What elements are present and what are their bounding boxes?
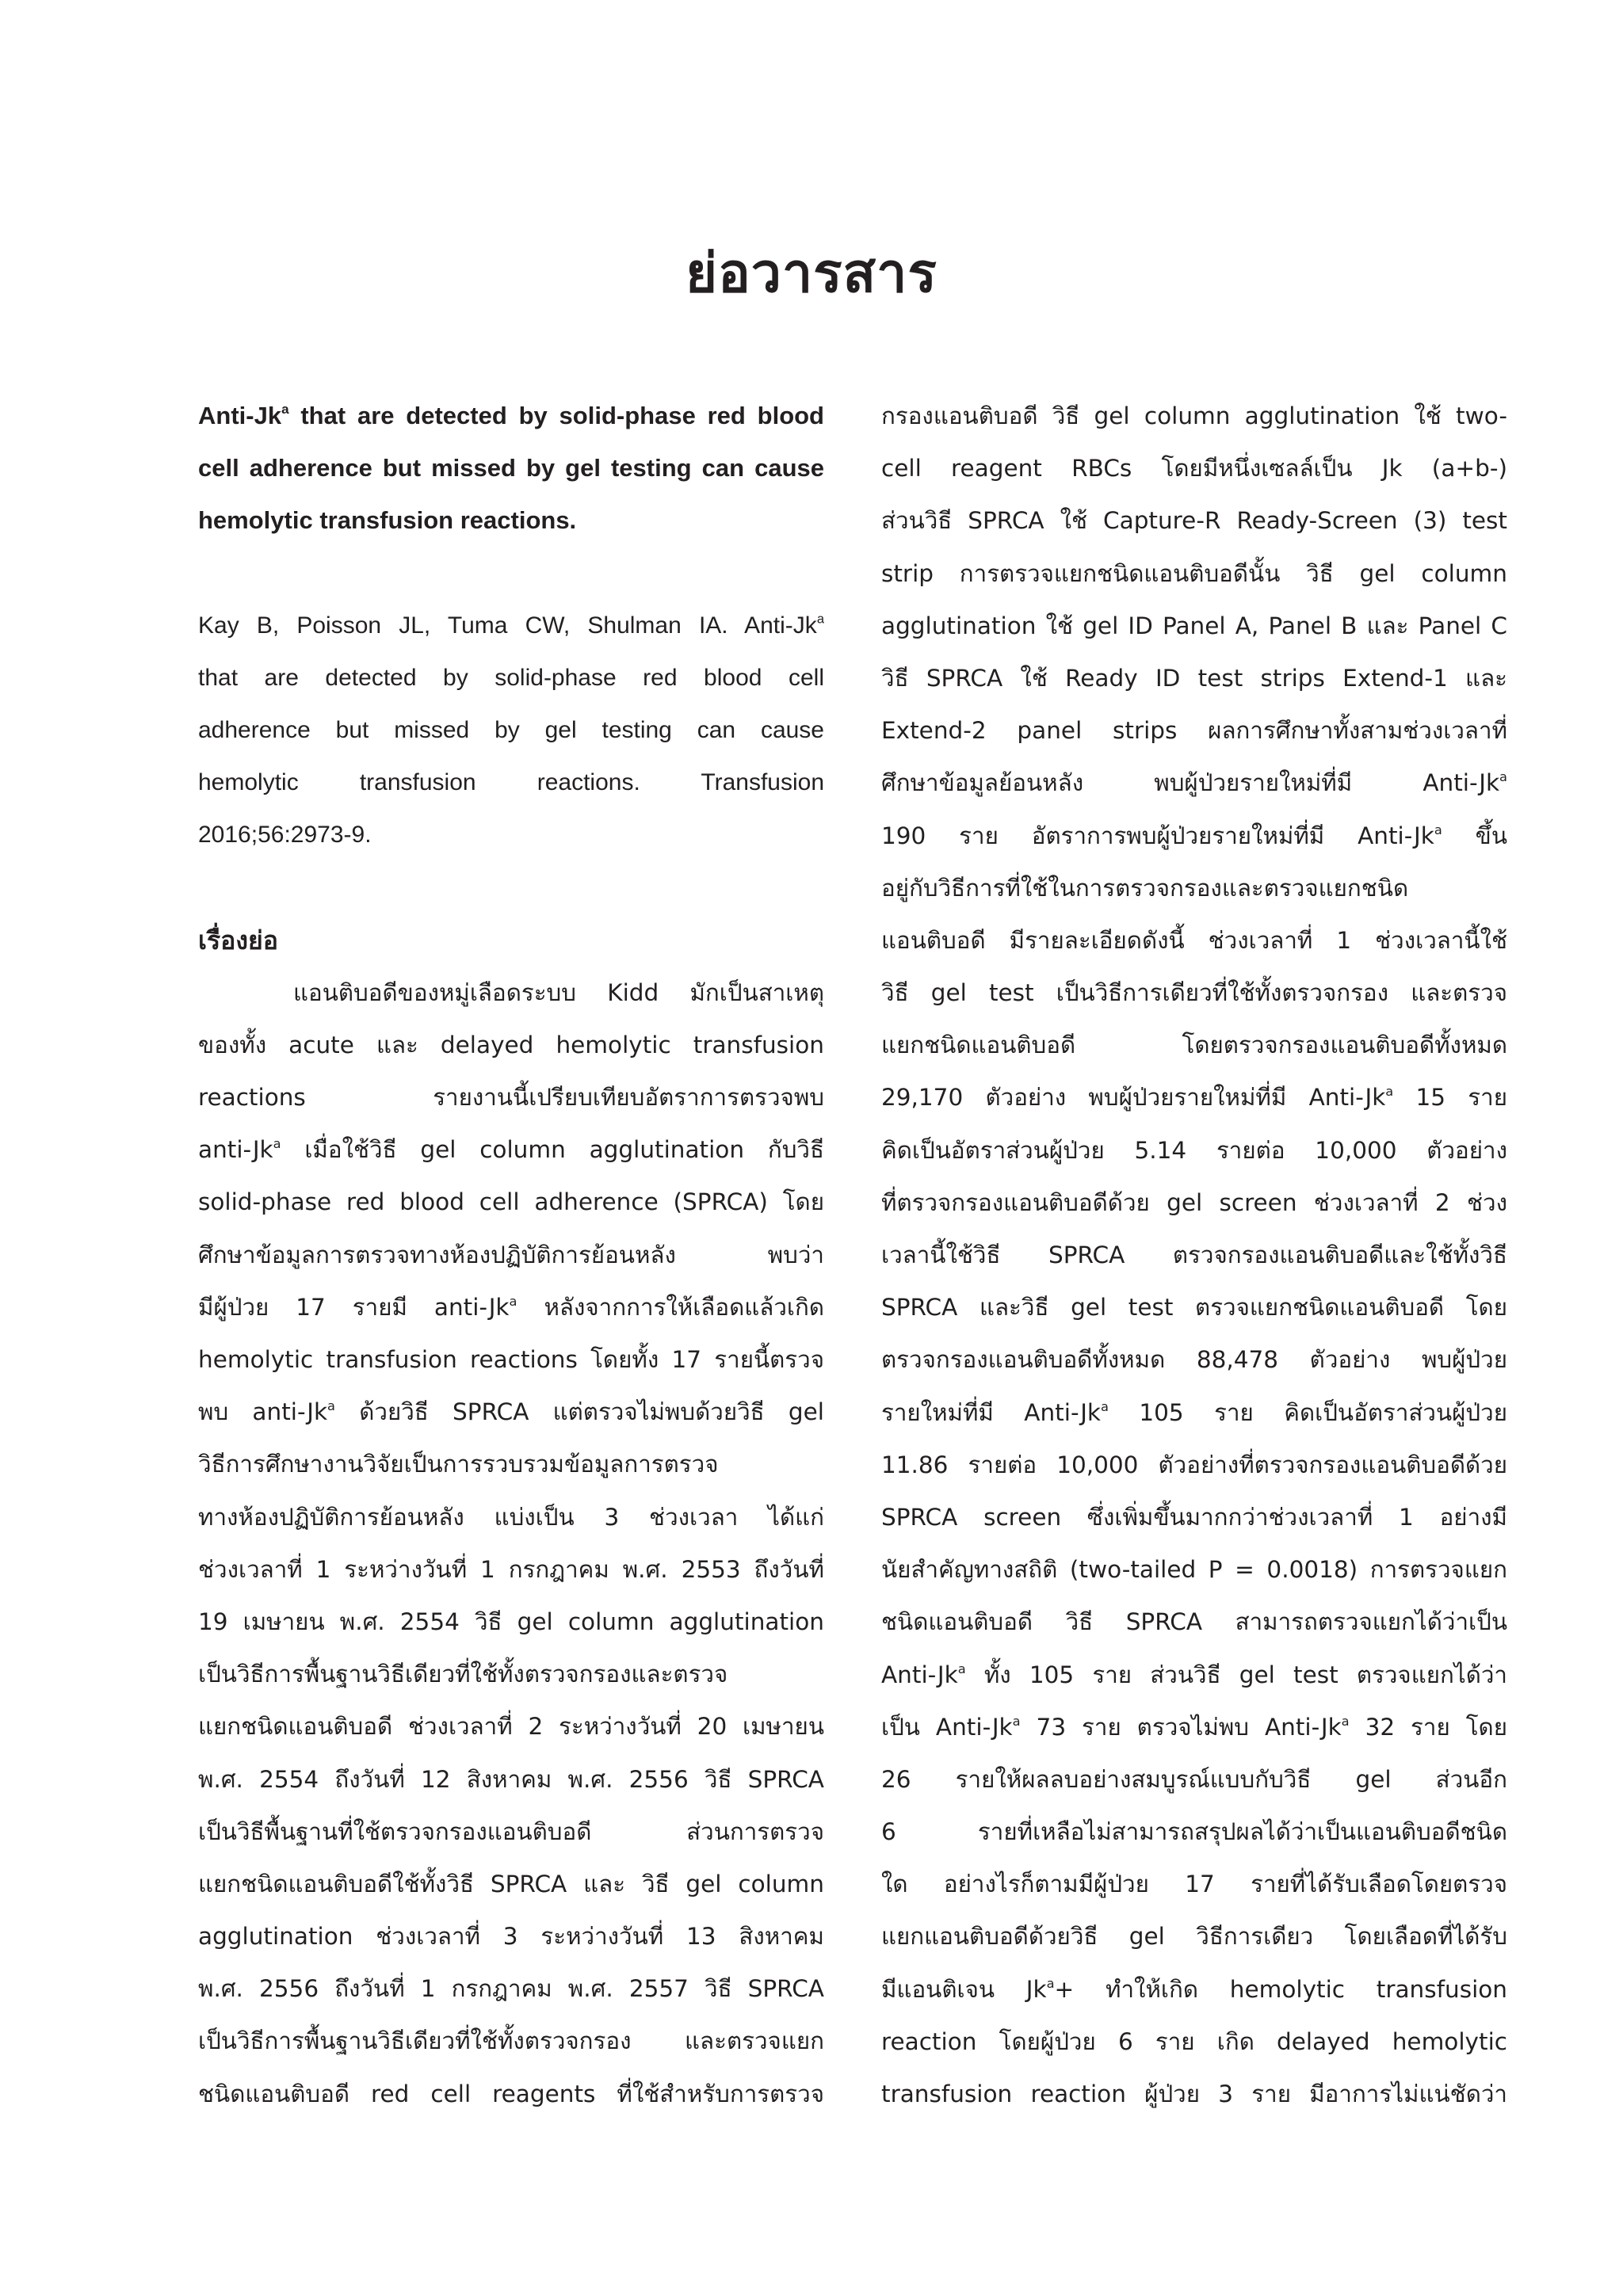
text-run: 15 ราย [1393, 1084, 1507, 1112]
text-run: กรองแอนติบอดี วิธี gel column agglutination ใช้ two- [881, 402, 1507, 429]
text-run: ทางห้องปฏิบัติการย้อนหลัง แบ่งเป็น 3 ช่วงเวลา ได้แก่ [198, 1503, 824, 1531]
text-run: เป็น Anti-Jk [881, 1713, 1013, 1741]
right-column [881, 390, 1507, 2120]
text-run: ของทั้ง acute และ delayed hemolytic transfusion [198, 1031, 824, 1058]
text-run: solid-phase red blood cell adherence (SPRCA) โดย [198, 1188, 824, 1216]
body-line [198, 1438, 824, 1490]
text-run: agglutination ใช้ gel ID Panel A, Panel B และ Panel C [881, 612, 1507, 639]
text-run: Extend-2 panel strips ผลการศึกษาทั้งสามช่วงเวลาที่ [881, 717, 1507, 745]
text-run: 26 รายให้ผลลบอย่างสมบูรณ์แบบกับวิธี gel ส่วนอีก [881, 1765, 1507, 1793]
body-line [881, 390, 1507, 442]
body-line [198, 2015, 824, 2067]
text-run: cell adherence but missed by gel testing can cause [198, 454, 824, 482]
text-run: คิดเป็นอัตราส่วนผู้ป่วย 5.14 รายต่อ 10,000 ตัวอย่าง [881, 1136, 1507, 1164]
citation-line [198, 757, 824, 809]
article-title-line [198, 442, 824, 494]
body-line [881, 914, 1507, 967]
article-title-line [198, 390, 824, 442]
body-line [198, 2068, 824, 2120]
text-run: มีผู้ป่วย 17 รายมี anti-Jk [198, 1293, 510, 1321]
text-run: hemolytic transfusion reactions. Transfusion [198, 769, 824, 796]
superscript: a [1434, 822, 1442, 837]
text-run: มีแอนติเจน Jk [881, 1975, 1047, 2003]
body-line [198, 1753, 824, 1806]
text-run: เป็นวิธีการพื้นฐานวิธีเดียวที่ใช้ทั้งตรวจกรอง และตรวจแยก [198, 2027, 824, 2055]
body-line [881, 1753, 1507, 1806]
text-run: that are detected by solid-phase red blood cell [198, 664, 824, 691]
body-line [881, 1333, 1507, 1386]
body-line [198, 1700, 824, 1753]
text-run: 190 ราย อัตราการพบผู้ป่วยรายใหม่ที่มี Anti-Jk [881, 822, 1434, 849]
page-title: ย่อวารสาร [685, 242, 938, 305]
body-line [198, 1333, 824, 1386]
text-run: ชนิดแอนติบอดี red cell reagents ที่ใช้สำหรับการตรวจ [198, 2080, 824, 2107]
citation-line [198, 600, 824, 652]
text-run: อยู่กับวิธีการที่ใช้ในการตรวจกรองและตรวจแยกชนิด [881, 874, 1409, 902]
spacer [198, 547, 824, 600]
text-run: transfusion reaction ผู้ป่วย 3 ราย มีอาการไม่แน่ชัดว่า [881, 2081, 1507, 2107]
body-line [881, 2016, 1507, 2068]
superscript: a [1499, 769, 1507, 785]
text-run: แยกแอนติบอดีด้วยวิธี gel วิธีการเดียว โดยเลือดที่ได้รับ [881, 1923, 1507, 1951]
right-body-text [881, 390, 1507, 2120]
text-run: 6 รายที่เหลือไม่สามารถสรุปผลได้ว่าเป็นแอนติบอดีชนิด [881, 1818, 1507, 1846]
text-run: SPRCA และวิธี gel test ตรวจแยกชนิดแอนติบอดี โดย [881, 1294, 1507, 1322]
citation [198, 600, 824, 862]
body-line [881, 1124, 1507, 1177]
body-line [881, 600, 1507, 652]
text-run: ส่วนวิธี SPRCA ใช้ Capture-R Ready-Screen (3) test [881, 507, 1507, 535]
body-line [881, 494, 1507, 547]
text-run: รายใหม่ที่มี Anti-Jk [881, 1398, 1102, 1426]
body-line [198, 1123, 824, 1176]
text-run: hemolytic transfusion reactions โดยทั้ง 17 รายนี้ตรวจ [198, 1346, 824, 1373]
text-run: ตรวจกรองแอนติบอดีทั้งหมด 88,478 ตัวอย่าง พบผู้ป่วย [881, 1346, 1507, 1374]
body-line [881, 442, 1507, 494]
body-line [881, 704, 1507, 757]
article-title-line [198, 494, 824, 547]
superscript: a [1012, 1713, 1021, 1729]
text-run: ทั้ง 105 ราย ส่วนวิธี gel test ตรวจแยกได้ว่า [965, 1661, 1507, 1688]
text-run: แยกชนิดแอนติบอดี ช่วงเวลาที่ 2 ระหว่างวันที่ 20 เมษายน [198, 1713, 824, 1741]
text-run: ศึกษาข้อมูลการตรวจทางห้องปฏิบัติการย้อนหลัง พบว่า [198, 1241, 824, 1268]
text-run: ใด อย่างไรก็ตามมีผู้ป่วย 17 รายที่ได้รับเลือดโดยตรวจ [881, 1871, 1507, 1898]
text-run: ขึ้น [1442, 822, 1507, 849]
text-run: วิธี gel test เป็นวิธีการเดียวที่ใช้ทั้งตรวจกรอง และตรวจ [881, 979, 1507, 1007]
superscript: a [1341, 1713, 1350, 1729]
text-run: Anti-Jk [881, 1661, 958, 1688]
text-run: 11.86 รายต่อ 10,000 ตัวอย่างที่ตรวจกรองแอนติบอดีด้วย [881, 1451, 1507, 1478]
text-run: strip การตรวจแยกชนิดแอนติบอดีนั้น วิธี gel column [881, 559, 1507, 587]
text-run: ช่วงเวลาที่ 1 ระหว่างวันที่ 1 กรกฎาคม พ.ศ. 2553 ถึงวันที่ [198, 1555, 824, 1583]
text-run: แอนติบอดีของหมู่เลือดระบบ Kidd มักเป็นสาเหตุ [293, 978, 824, 1006]
body-line [198, 1543, 824, 1596]
superscript: a [1385, 1084, 1394, 1100]
superscript: a [327, 1398, 335, 1414]
text-run: 32 ราย โดย [1349, 1713, 1507, 1741]
body-line [881, 1910, 1507, 1962]
body-line [881, 1701, 1507, 1753]
body-line [198, 1229, 824, 1281]
body-line [881, 547, 1507, 600]
body-line [881, 1281, 1507, 1333]
body-line [881, 757, 1507, 809]
text-run: เมื่อใช้วิธี gel column agglutination กับวิธี [281, 1136, 824, 1164]
text-run: SPRCA screen ซึ่งเพิ่มขึ้นมากกว่าช่วงเวลาที่ 1 อย่างมี [881, 1503, 1507, 1531]
body-line [881, 1071, 1507, 1123]
body-line [198, 1910, 824, 1962]
superscript: a [1101, 1398, 1109, 1414]
body-line [881, 1439, 1507, 1491]
citation-line [198, 704, 824, 757]
text-run: reaction โดยผู้ป่วย 6 ราย เกิด delayed hemolytic [881, 2027, 1507, 2055]
text-run: พบ anti-Jk [198, 1398, 328, 1426]
body-line [881, 1177, 1507, 1229]
text-run: ด้วยวิธี SPRCA แต่ตรวจไม่พบด้วยวิธี gel [334, 1398, 824, 1426]
body-line [198, 1596, 824, 1648]
text-run: พ.ศ. 2554 ถึงวันที่ 12 สิงหาคม พ.ศ. 2556 วิธี SPRCA [198, 1765, 824, 1793]
text-run: cell reagent RBCs โดยมีหนึ่งเซลล์เป็น Jk (a+b-) [881, 455, 1507, 482]
text-run: พ.ศ. 2556 ถึงวันที่ 1 กรกฎาคม พ.ศ. 2557 วิธี SPRCA [198, 1975, 824, 2003]
body-line [881, 862, 1507, 914]
superscript: a [509, 1293, 517, 1309]
text-run: แยกชนิดแอนติบอดีใช้ทั้งวิธี SPRCA และ วิธี gel column [198, 1870, 824, 1897]
body-line [198, 1386, 824, 1438]
text-run: hemolytic transfusion reactions. [198, 506, 577, 535]
left-body-text [198, 967, 824, 2120]
text-run: reactions รายงานนี้เปรียบเทียบอัตราการตรวจพบ [198, 1084, 824, 1112]
text-run: Anti-Jk [198, 402, 282, 429]
text-run: ชนิดแอนติบอดี วิธี SPRCA สามารถตรวจแยกได้ว่าเป็น [881, 1608, 1507, 1636]
text-run: วิธีการศึกษางานวิจัยเป็นการรวบรวมข้อมูลการตรวจ [198, 1451, 719, 1478]
body-line [198, 1858, 824, 1910]
text-run: เวลานี้ใช้วิธี SPRCA ตรวจกรองแอนติบอดีและใช้ทั้งวิธี [881, 1241, 1507, 1268]
body-line [881, 1386, 1507, 1439]
text-run: 29,170 ตัวอย่าง พบผู้ป่วยรายใหม่ที่มี Anti-Jk [881, 1084, 1386, 1112]
text-run: Kay B, Poisson JL, Tuma CW, Shulman IA. Anti-Jk [198, 612, 817, 639]
text-run: แอนติบอดี มีรายละเอียดดังนี้ ช่วงเวลาที่ 1 ช่วงเวลานี้ใช้ [881, 926, 1507, 954]
left-column [198, 390, 824, 2120]
body-line [198, 1281, 824, 1333]
text-run: เป็นวิธีการพื้นฐานวิธีเดียวที่ใช้ทั้งตรวจกรองและตรวจ [198, 1661, 728, 1688]
text-run: 19 เมษายน พ.ศ. 2554 วิธี gel column agglutination [198, 1608, 824, 1635]
body-line [881, 1543, 1507, 1596]
body-line [198, 1962, 824, 2015]
body-line [198, 1071, 824, 1123]
citation-line [198, 809, 824, 861]
text-run: anti-Jk [198, 1136, 273, 1164]
text-run: ศึกษาข้อมูลย้อนหลัง พบผู้ป่วยรายใหม่ที่มี Anti-Jk [881, 769, 1500, 797]
body-line [198, 1648, 824, 1700]
body-line [881, 810, 1507, 862]
superscript: a [957, 1661, 966, 1676]
text-run: วิธี SPRCA ใช้ Ready ID test strips Extend-1 และ [881, 664, 1507, 692]
superscript: a [1046, 1975, 1055, 1991]
text-run: เป็นวิธีพื้นฐานที่ใช้ตรวจกรองแอนติบอดี ส่วนการตรวจ [198, 1817, 824, 1845]
body-line [198, 1491, 824, 1543]
body-line [881, 2068, 1507, 2120]
text-run: adherence but missed by gel testing can cause [198, 716, 824, 743]
body-line [881, 1229, 1507, 1281]
body-line [881, 1491, 1507, 1543]
body-line [881, 1596, 1507, 1648]
text-run: + ทำให้เกิด hemolytic transfusion [1054, 1975, 1507, 2003]
body-line [198, 1176, 824, 1228]
text-run: 105 ราย คิดเป็นอัตราส่วนผู้ป่วย [1108, 1398, 1507, 1426]
body-line [881, 1963, 1507, 2016]
superscript: a [816, 612, 824, 627]
body-line [881, 1806, 1507, 1858]
text-run: that are detected by solid-phase red blood [288, 402, 824, 429]
superscript: a [281, 402, 289, 418]
body-line [881, 1858, 1507, 1910]
superscript: a [273, 1136, 281, 1152]
text-run: แยกชนิดแอนติบอดี โดยตรวจกรองแอนติบอดีทั้งหมด [881, 1032, 1507, 1059]
text-run: หลังจากการให้เลือดแล้วเกิด [517, 1293, 824, 1321]
text-run: ที่ตรวจกรองแอนติบอดีด้วย gel screen ช่วงเวลาที่ 2 ช่วง [881, 1188, 1507, 1216]
text-run: 73 ราย ตรวจไม่พบ Anti-Jk [1020, 1713, 1342, 1741]
body-line [881, 652, 1507, 704]
article-title [198, 390, 824, 547]
body-line [881, 967, 1507, 1019]
text-run: 2016;56:2973-9. [198, 822, 372, 849]
body-line [881, 1019, 1507, 1071]
section-heading: เรื่องย่อ [198, 925, 278, 955]
spacer [198, 862, 824, 914]
body-line [198, 967, 824, 1019]
body-line [198, 1806, 824, 1858]
text-run: agglutination ช่วงเวลาที่ 3 ระหว่างวันที่ 13 สิงหาคม [198, 1923, 824, 1951]
text-run: นัยสำคัญทางสถิติ (two-tailed P = 0.0018) การตรวจแยก [881, 1556, 1507, 1584]
body-line [198, 1019, 824, 1071]
body-line [881, 1649, 1507, 1701]
citation-line [198, 652, 824, 704]
